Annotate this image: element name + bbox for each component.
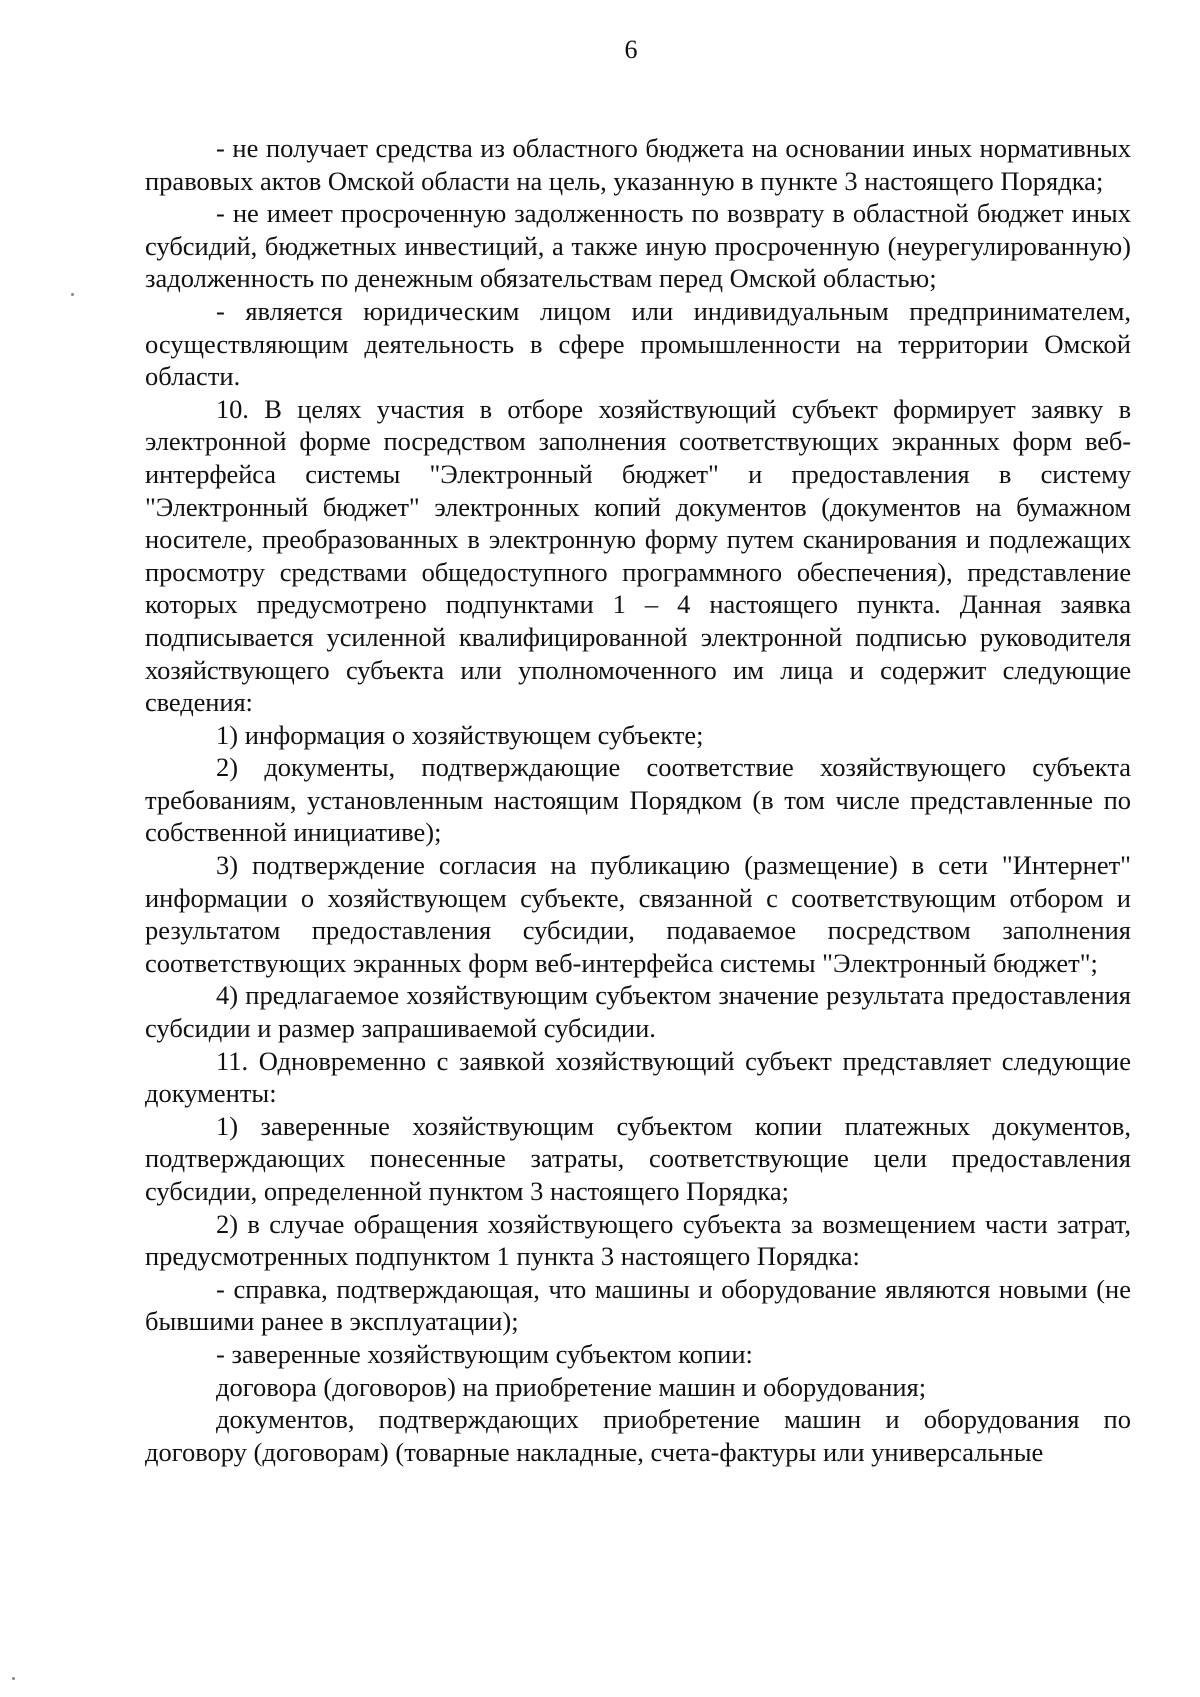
paragraph-item-11: 11. Одновременно с заявкой хозяйствующий субъект представляет следующие документы:	[145, 1045, 1131, 1109]
scan-speck	[71, 293, 74, 296]
paragraph-10-sub-3: 3) подтверждение согласия на публикацию (размещение) в сети "Интернет" информации о хозяйствующем субъекте, связанной с соответствующим отбором и результатом предоставления субсидии, подаваемое посредством заполнения соответствующих экранных форм веб-интерфейса системы "Электронный бюджет";	[145, 850, 1131, 978]
paragraph-no-other-funds: - не получает средства из областного бюджета на основании иных нормативных правовых актов Омской области на цель, указанную в пункте 3 настоящего Порядка;	[145, 133, 1131, 196]
paragraph-legal-entity: - является юридическим лицом или индивидуальным предпринимателем, осуществляющим деятельность в сфере промышленности на территории Омской области.	[145, 295, 1131, 392]
paragraph-11-sub-1: 1) заверенные хозяйствующим субъектом копии платежных документов, подтверждающих понесенные затраты, соответствующие цели предоставления субсидии, определенной пунктом 3 настоящего Порядка;	[145, 1110, 1131, 1206]
paragraph-certified-copies: - заверенные хозяйствующим субъектом копии:	[216, 1338, 753, 1369]
paragraph-no-overdue-debt: - не имеет просроченную задолженность по возврату в областной бюджет иных субсидий, бюджетных инвестиций, а также иную просроченную (неурегулированную) задолженность по денежным обязательствам перед Омской областью;	[145, 198, 1131, 294]
paragraph-10-sub-2: 2) документы, подтверждающие соответствие хозяйствующего субъекта требованиям, установленным настоящим Порядком (в том числе представленные по собственной инициативе);	[145, 752, 1131, 848]
document-body	[145, 132, 1131, 1468]
paragraph-11-sub-2: 2) в случае обращения хозяйствующего субъекта за возмещением части затрат, предусмотренных подпунктом 1 пункта 3 настоящего Порядка:	[145, 1208, 1131, 1272]
paragraph-item-10: 10. В целях участия в отборе хозяйствующий субъект формирует заявку в электронной форме посредством заполнения соответствующих экранных форм веб-интерфейса системы "Электронный бюджет" и предоставления в систему "Электронный бюджет" электронных копий документов (документов на бумажном носителе, преобразованных в электронную форму путем сканирования и подлежащих просмотру средствами общедоступного программного обеспечения), представление которых предусмотрено подпунктами 1 – 4 настоящего пункта. Данная заявка подписывается усиленной квалифицированной электронной подписью руководителя хозяйствующего субъекта или уполномоченного им лица и содержит следующие сведения:	[145, 393, 1131, 718]
scan-speck	[12, 1677, 15, 1680]
paragraph-certificate-new-equipment: - справка, подтверждающая, что машины и оборудование являются новыми (не бывшими ранее в эксплуатации);	[145, 1273, 1131, 1337]
paragraph-purchase-documents: документов, подтверждающих приобретение машин и оборудования по договору (договорам) (товарные накладные, счета-фактуры или универсальные	[145, 1404, 1131, 1467]
paragraph-10-sub-4: 4) предлагаемое хозяйствующим субъектом значение результата предоставления субсидии и размер запрашиваемой субсидии.	[145, 980, 1131, 1044]
paragraph-10-sub-1: 1) информация о хозяйствующем субъекте;	[216, 719, 704, 750]
paragraph-purchase-contract: договора (договоров) на приобретение машин и оборудования;	[216, 1371, 927, 1402]
page-number: 6	[624, 35, 638, 64]
